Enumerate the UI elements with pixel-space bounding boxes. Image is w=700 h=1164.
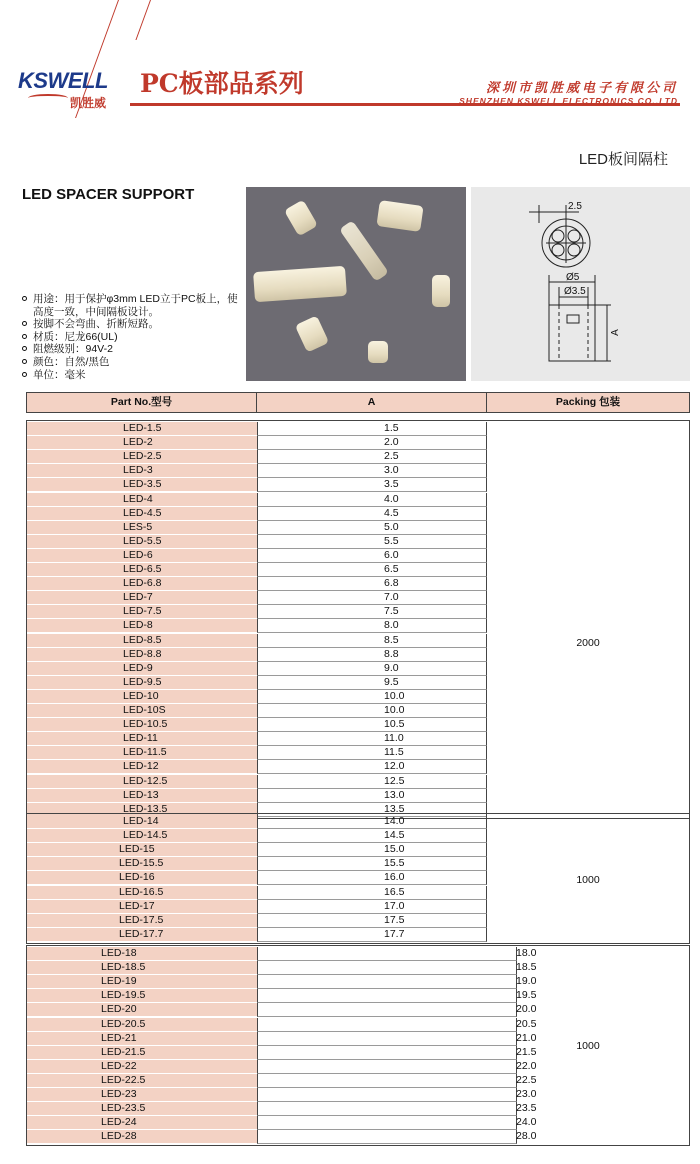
spacer-piece — [368, 341, 388, 363]
part-no-cell: LED-15 — [27, 843, 257, 857]
table-row — [27, 732, 689, 746]
a-value-cell: 12.5 — [257, 775, 487, 789]
dim-od-label: Ø5 — [566, 272, 580, 283]
company-name — [459, 77, 678, 106]
dim-top-label: 2.5 — [568, 201, 582, 212]
a-value-cell: 10.0 — [257, 690, 487, 704]
spacer-piece — [253, 266, 347, 302]
bullet-icon — [22, 372, 27, 377]
a-value-cell: 19.0 — [257, 975, 517, 989]
logo-text: KSWELL — [18, 68, 108, 93]
part-no-cell: LED-17 — [27, 900, 257, 914]
a-value-cell: 19.5 — [257, 989, 517, 1003]
part-no-cell: LES-5 — [27, 521, 257, 535]
part-no-cell: LED-2.5 — [27, 450, 257, 464]
part-no-cell: LED-13.5 — [27, 803, 257, 817]
table-row — [27, 900, 689, 914]
bullet-icon — [22, 359, 27, 364]
a-value-cell: 6.0 — [257, 549, 487, 563]
table-row — [27, 815, 689, 829]
part-no-cell: LED-21.5 — [27, 1046, 257, 1060]
table-row — [27, 947, 689, 961]
a-value-cell: 2.5 — [257, 450, 487, 464]
table-row — [27, 605, 689, 619]
product-title: LED SPACER SUPPORT — [22, 186, 195, 203]
table-row — [27, 648, 689, 662]
a-value-cell: 8.5 — [257, 634, 487, 648]
a-value-cell: 9.5 — [257, 676, 487, 690]
part-no-cell: LED-20 — [27, 1003, 257, 1017]
part-no-cell: LED-17.7 — [27, 928, 257, 942]
part-no-cell: LED-23 — [27, 1088, 257, 1102]
a-value-cell: 20.5 — [257, 1018, 517, 1032]
part-no-cell: LED-7.5 — [27, 605, 257, 619]
a-value-cell: 23.5 — [257, 1102, 517, 1116]
part-no-cell: LED-8.8 — [27, 648, 257, 662]
a-value-cell: 9.0 — [257, 662, 487, 676]
table-row — [27, 591, 689, 605]
a-value-cell: 21.5 — [257, 1046, 517, 1060]
technical-drawing — [471, 187, 690, 381]
part-no-cell: LED-10 — [27, 690, 257, 704]
feature-item: 颜色：自然/黑色 — [22, 356, 247, 369]
table-row — [27, 535, 689, 549]
table-row — [27, 961, 689, 975]
a-value-cell: 11.0 — [257, 732, 487, 746]
logo-cn-text: 凯胜威 — [70, 96, 107, 110]
table-row — [27, 450, 689, 464]
a-value-cell: 17.0 — [257, 900, 487, 914]
a-value-cell: 21.0 — [257, 1032, 517, 1046]
part-no-cell: LED-12.5 — [27, 775, 257, 789]
a-value-cell: 4.5 — [257, 507, 487, 521]
a-value-cell: 10.5 — [257, 718, 487, 732]
part-no-cell: LED-17.5 — [27, 914, 257, 928]
table-row — [27, 975, 689, 989]
packing-cell: 1000 — [576, 874, 600, 886]
a-value-cell: 16.5 — [257, 886, 487, 900]
table-row — [27, 1088, 689, 1102]
a-value-cell: 10.0 — [257, 704, 487, 718]
a-value-cell: 28.0 — [257, 1130, 517, 1144]
part-no-cell: LED-6.8 — [27, 577, 257, 591]
a-value-cell: 13.0 — [257, 789, 487, 803]
a-value-cell: 16.0 — [257, 871, 487, 885]
product-photo — [246, 187, 466, 381]
table-row — [27, 1060, 689, 1074]
spacer-piece — [339, 220, 389, 282]
category-title: LED板间隔柱 — [578, 151, 668, 168]
table-group — [26, 813, 690, 944]
part-no-cell: LED-28 — [27, 1130, 257, 1144]
part-no-cell: LED-5.5 — [27, 535, 257, 549]
part-no-cell: LED-19.5 — [27, 989, 257, 1003]
table-row — [27, 1102, 689, 1116]
logo-swoosh-icon — [28, 94, 68, 102]
header-accent-line — [135, 0, 151, 40]
a-value-cell: 20.0 — [257, 1003, 517, 1017]
table-row — [27, 704, 689, 718]
header-part-no: Part No.型号 — [26, 392, 257, 413]
part-no-cell: LED-1.5 — [27, 422, 257, 436]
a-value-cell: 18.0 — [257, 947, 517, 961]
table-group — [26, 945, 690, 1146]
spacer-piece — [284, 200, 318, 237]
dim-id-label: Ø3.5 — [564, 286, 586, 297]
table-row — [27, 1130, 689, 1144]
table-row — [27, 690, 689, 704]
table-row — [27, 1018, 689, 1032]
a-value-cell: 4.0 — [257, 493, 487, 507]
company-name-cn: 深圳市凯胜威电子有限公司 — [485, 80, 678, 95]
a-value-cell: 11.5 — [257, 746, 487, 760]
table-row — [27, 549, 689, 563]
part-no-cell: LED-6 — [27, 549, 257, 563]
table-group — [26, 420, 690, 819]
part-no-cell: LED-11.5 — [27, 746, 257, 760]
feature-item: 阻燃级别：94V-2 — [22, 343, 247, 356]
part-no-cell: LED-22.5 — [27, 1074, 257, 1088]
table-row — [27, 676, 689, 690]
a-value-cell: 23.0 — [257, 1088, 517, 1102]
dim-len-label: A — [609, 329, 621, 336]
spacer-piece — [432, 275, 450, 307]
a-value-cell: 24.0 — [257, 1116, 517, 1130]
table-row — [27, 1074, 689, 1088]
feature-item: 材质：尼龙66(UL) — [22, 331, 247, 344]
part-no-cell: LED-14.5 — [27, 829, 257, 843]
a-value-cell: 22.0 — [257, 1060, 517, 1074]
page-header — [0, 0, 700, 110]
a-value-cell: 8.8 — [257, 648, 487, 662]
header-packing: Packing 包装 — [486, 392, 690, 413]
table-row — [27, 914, 689, 928]
bullet-icon — [22, 296, 27, 301]
table-row — [27, 857, 689, 871]
a-value-cell: 7.0 — [257, 591, 487, 605]
table-row — [27, 577, 689, 591]
part-no-cell: LED-22 — [27, 1060, 257, 1074]
table-row — [27, 886, 689, 900]
a-value-cell: 5.5 — [257, 535, 487, 549]
table-row — [27, 507, 689, 521]
a-value-cell: 15.0 — [257, 843, 487, 857]
part-no-cell: LED-9.5 — [27, 676, 257, 690]
a-value-cell: 8.0 — [257, 619, 487, 633]
header-a: A — [256, 392, 487, 413]
packing-cell: 1000 — [576, 1040, 600, 1052]
part-no-cell: LED-3.5 — [27, 478, 257, 492]
part-no-cell: LED-23.5 — [27, 1102, 257, 1116]
table-row — [27, 436, 689, 450]
a-value-cell: 5.0 — [257, 521, 487, 535]
a-value-cell: 12.0 — [257, 760, 487, 774]
packing-cell: 2000 — [576, 637, 600, 649]
table-row — [27, 789, 689, 803]
table-row — [27, 1003, 689, 1017]
table-row — [27, 928, 689, 942]
part-no-cell: LED-18.5 — [27, 961, 257, 975]
a-value-cell: 13.5 — [257, 803, 487, 817]
a-value-cell: 14.0 — [257, 815, 487, 829]
bullet-icon — [22, 334, 27, 339]
table-row — [27, 478, 689, 492]
table-row — [27, 989, 689, 1003]
table-row — [27, 422, 689, 436]
table-row — [27, 662, 689, 676]
table-row — [27, 464, 689, 478]
spacer-piece — [376, 200, 423, 232]
table-row — [27, 493, 689, 507]
a-value-cell: 6.8 — [257, 577, 487, 591]
a-value-cell: 18.5 — [257, 961, 517, 975]
table-row — [27, 746, 689, 760]
part-no-cell: LED-10S — [27, 704, 257, 718]
a-value-cell: 3.0 — [257, 464, 487, 478]
part-no-cell: LED-2 — [27, 436, 257, 450]
feature-item: 用途：用于保护φ3mm LED立于PC板上，使高度一致，中间隔板设计。 — [22, 293, 247, 318]
a-value-cell: 17.5 — [257, 914, 487, 928]
a-value-cell: 1.5 — [257, 422, 487, 436]
part-no-cell: LED-18 — [27, 947, 257, 961]
part-no-cell: LED-4.5 — [27, 507, 257, 521]
a-value-cell: 15.5 — [257, 857, 487, 871]
a-value-cell: 2.0 — [257, 436, 487, 450]
table-row — [27, 718, 689, 732]
table-row — [27, 760, 689, 774]
part-no-cell: LED-10.5 — [27, 718, 257, 732]
part-no-cell: LED-3 — [27, 464, 257, 478]
table-row — [27, 619, 689, 633]
table-row — [27, 829, 689, 843]
series-title: PC板部品系列 — [140, 69, 304, 98]
part-no-cell: LED-24 — [27, 1116, 257, 1130]
table-row — [27, 563, 689, 577]
feature-item: 单位：毫米 — [22, 369, 247, 382]
bullet-icon — [22, 321, 27, 326]
a-value-cell: 6.5 — [257, 563, 487, 577]
table-header — [26, 392, 690, 413]
part-no-cell: LED-4 — [27, 493, 257, 507]
part-no-cell: LED-15.5 — [27, 857, 257, 871]
a-value-cell: 3.5 — [257, 478, 487, 492]
bullet-icon — [22, 346, 27, 351]
table-row — [27, 843, 689, 857]
part-no-cell: LED-21 — [27, 1032, 257, 1046]
a-value-cell: 22.5 — [257, 1074, 517, 1088]
part-no-cell: LED-14 — [27, 815, 257, 829]
part-no-cell: LED-6.5 — [27, 563, 257, 577]
part-no-cell: LED-9 — [27, 662, 257, 676]
part-no-cell: LED-7 — [27, 591, 257, 605]
part-no-cell: LED-11 — [27, 732, 257, 746]
table-row — [27, 521, 689, 535]
part-no-cell: LED-16.5 — [27, 886, 257, 900]
a-value-cell: 14.5 — [257, 829, 487, 843]
part-no-cell: LED-20.5 — [27, 1018, 257, 1032]
part-no-cell: LED-8 — [27, 619, 257, 633]
feature-item: 按脚不会弯曲、折断短路。 — [22, 318, 247, 331]
part-no-cell: LED-12 — [27, 760, 257, 774]
part-no-cell: LED-19 — [27, 975, 257, 989]
table-row — [27, 1116, 689, 1130]
part-no-cell: LED-13 — [27, 789, 257, 803]
part-no-cell: LED-8.5 — [27, 634, 257, 648]
spacer-piece — [295, 315, 329, 352]
a-value-cell: 7.5 — [257, 605, 487, 619]
kswell-logo — [18, 68, 118, 112]
a-value-cell: 17.7 — [257, 928, 487, 942]
part-no-cell: LED-16 — [27, 871, 257, 885]
company-name-en: SHENZHEN KSWELL ELECTRONICS CO.,LTD — [459, 96, 678, 106]
table-row — [27, 775, 689, 789]
feature-list — [22, 293, 247, 381]
